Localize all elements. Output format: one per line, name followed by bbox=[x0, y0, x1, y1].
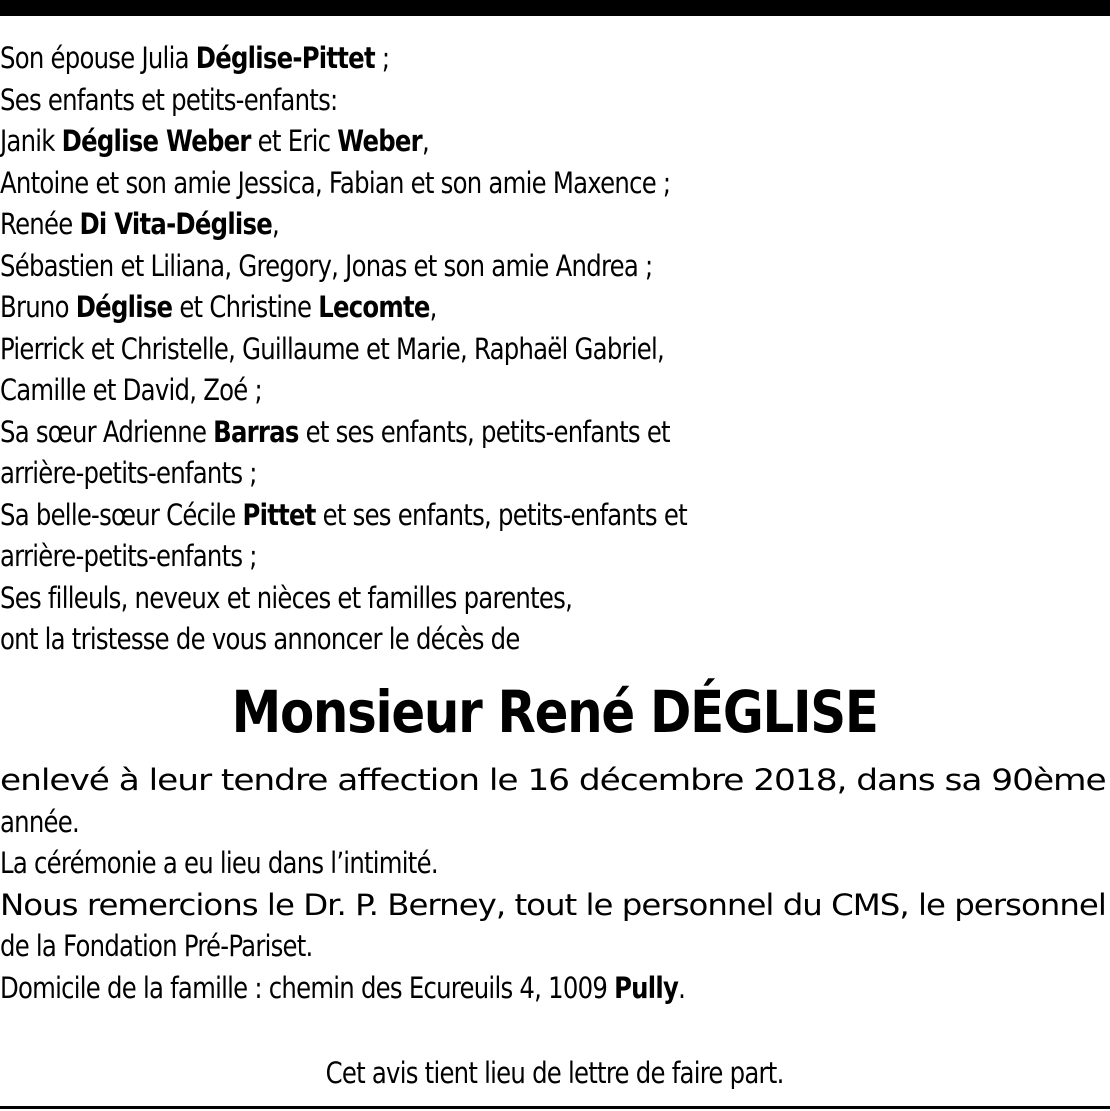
family-line-sister: Sa sœur Adrienne Barras et ses enfants, petits-enfants et bbox=[0, 414, 670, 449]
surname: Déglise bbox=[75, 290, 173, 324]
thanks-line bbox=[0, 885, 1110, 927]
surname: Barras bbox=[213, 414, 299, 449]
family-line-grandchildren: Pierrick et Christelle, Guillaume et Marie, Raphaël Gabriel, bbox=[0, 331, 665, 366]
town-name: Pully bbox=[614, 970, 679, 1005]
surname: Déglise Weber bbox=[61, 124, 251, 158]
family-address-line: Domicile de la famille : chemin des Ecureuils 4, 1009 Pully. bbox=[0, 970, 686, 1005]
family-line-child: Bruno Déglise et Christine Lecomte, bbox=[0, 290, 437, 324]
death-date-line bbox=[0, 760, 1110, 802]
family-line-child: Renée Di Vita-Déglise, bbox=[0, 207, 280, 241]
announcement-body bbox=[0, 760, 1110, 1009]
family-line-announcement: ont la tristesse de vous annoncer le décès de bbox=[0, 622, 520, 656]
family-line-grandchildren: Antoine et son amie Jessica, Fabian et son amie Maxence ; bbox=[0, 165, 671, 200]
family-line-spouse: Son épouse Julia Déglise-Pittet ; bbox=[0, 41, 390, 75]
family-line-child: Janik Déglise Weber et Eric Weber, bbox=[0, 124, 429, 158]
family-line-grandchildren: Camille et David, Zoé ; bbox=[0, 373, 262, 407]
family-line-grandchildren: Sébastien et Liliana, Gregory, Jonas et son amie Andrea ; bbox=[0, 248, 653, 283]
surname: Lecomte bbox=[318, 290, 430, 324]
thanks-line-end: de la Fondation Pré-Pariset. bbox=[0, 929, 313, 963]
family-line-children-heading: Ses enfants et petits-enfants: bbox=[0, 82, 338, 117]
surname: Weber bbox=[337, 124, 422, 158]
ceremony-line: La cérémonie a eu lieu dans l’intimité. bbox=[0, 846, 438, 880]
surname: Di Vita-Déglise bbox=[79, 207, 273, 241]
death-date-line-end: année. bbox=[0, 804, 79, 839]
stretch-line: Nous remercions le Dr. P. Berney, tout le personnel du CMS, le personnel bbox=[0, 887, 1106, 922]
surname: Déglise-Pittet bbox=[195, 41, 375, 75]
stretch-line: enlevé à leur tendre affection le 16 décembre 2018, dans sa 90ème bbox=[0, 763, 1106, 797]
deceased-name: Monsieur René DÉGLISE bbox=[231, 678, 879, 746]
top-rule bbox=[0, 0, 1110, 16]
family-line-continuation: arrière-petits-enfants ; bbox=[0, 456, 257, 490]
surname: Pittet bbox=[242, 497, 316, 532]
closing-note: Cet avis tient lieu de lettre de faire part. bbox=[326, 1056, 784, 1090]
bottom-rule bbox=[0, 1106, 1110, 1109]
family-line-relatives: Ses filleuls, neveux et nièces et familles parentes, bbox=[0, 580, 573, 615]
family-line-continuation: arrière-petits-enfants ; bbox=[0, 539, 257, 573]
family-line-sister-in-law: Sa belle-sœur Cécile Pittet et ses enfants, petits-enfants et bbox=[0, 497, 687, 532]
family-list bbox=[0, 38, 932, 661]
